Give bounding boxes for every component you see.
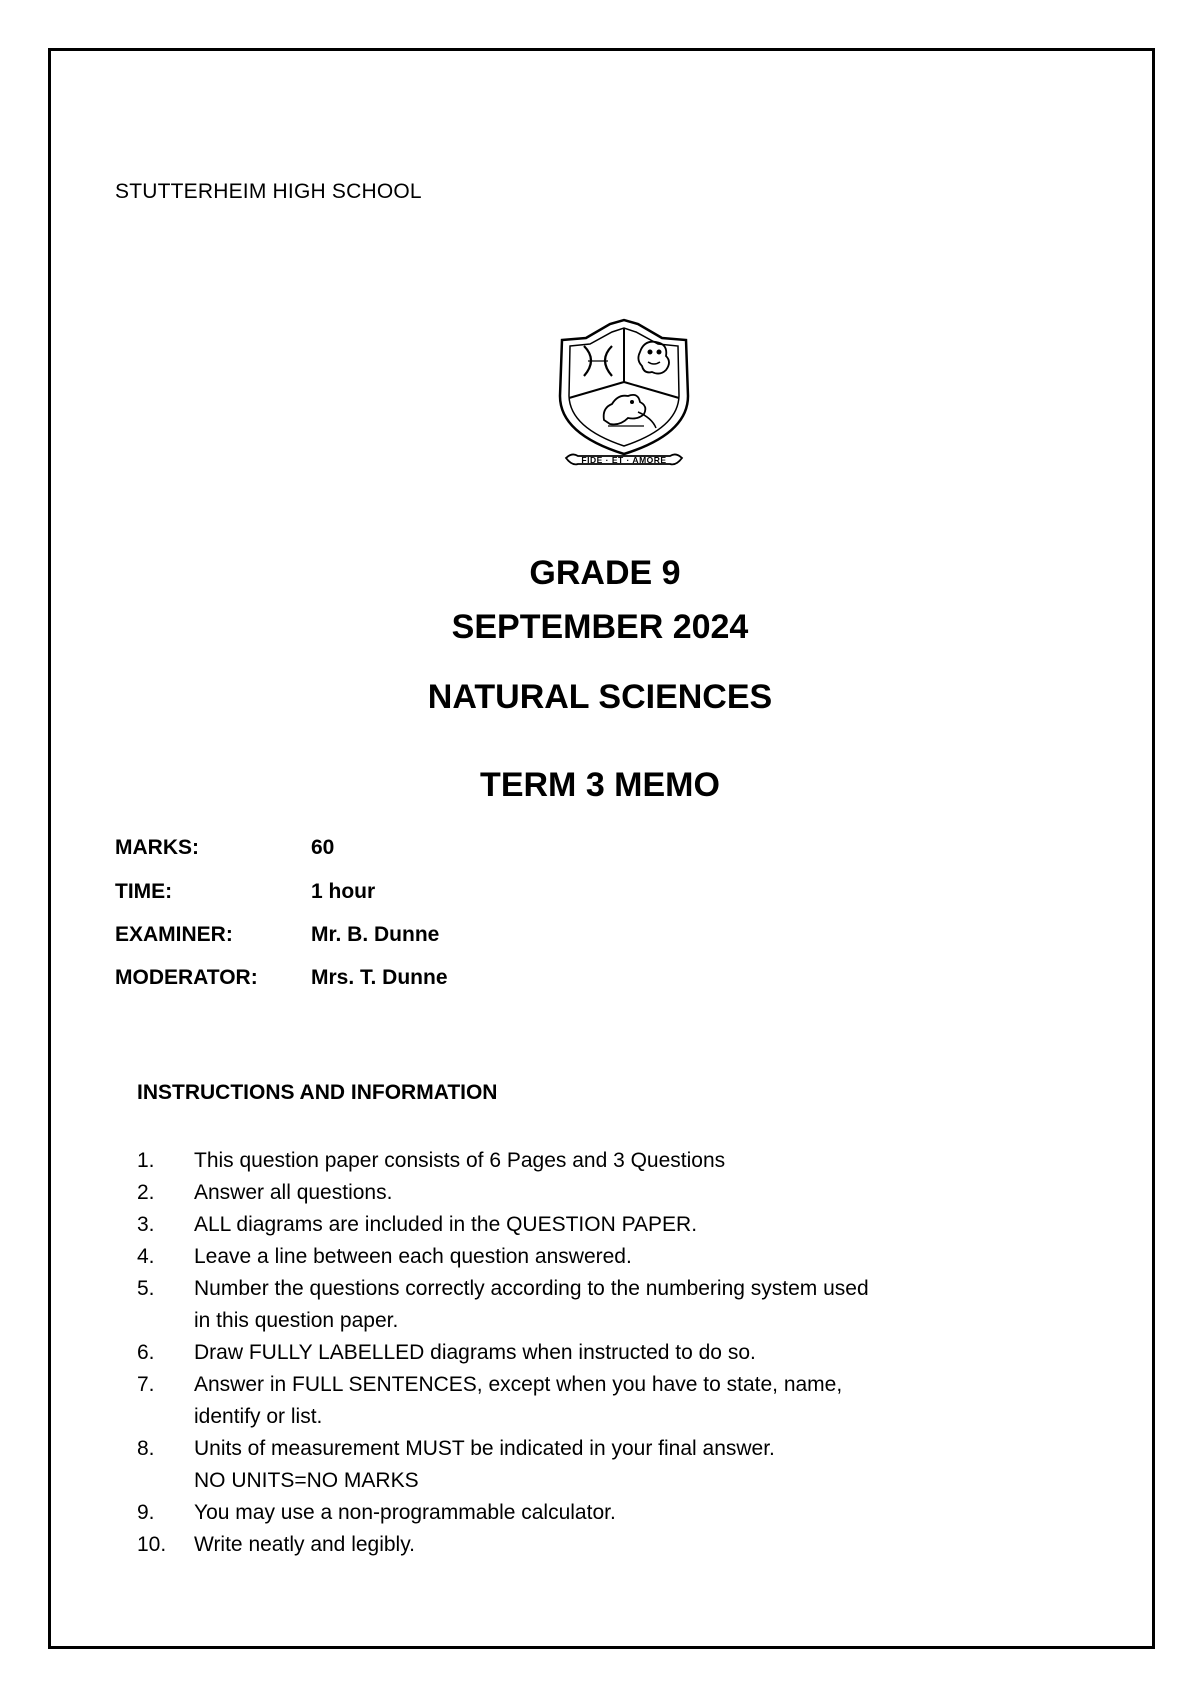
instruction-item: [137, 1369, 997, 1433]
instruction-text: [194, 1145, 997, 1177]
instruction-item: [137, 1433, 997, 1497]
instruction-line: Answer all questions.: [194, 1181, 393, 1204]
exam-date-heading: SEPTEMBER 2024: [451, 608, 749, 646]
instruction-number: 2.: [137, 1181, 155, 1204]
info-value: Mr. B. Dunne: [311, 923, 440, 946]
instruction-item: [137, 1177, 997, 1209]
instruction-line: You may use a non-programmable calculator.: [194, 1501, 616, 1524]
instruction-line: in this question paper.: [194, 1309, 399, 1332]
instruction-text: [194, 1337, 997, 1369]
instruction-number: 7.: [137, 1373, 155, 1396]
instruction-line: Units of measurement MUST be indicated in your final answer.: [194, 1437, 775, 1460]
instruction-item: [137, 1209, 997, 1241]
instruction-text: [194, 1369, 997, 1433]
grade-heading: GRADE 9: [529, 554, 681, 592]
instruction-number: 3.: [137, 1213, 155, 1236]
info-row-examiner: [115, 922, 439, 948]
instruction-text: [194, 1433, 997, 1497]
paper-type-heading: TERM 3 MEMO: [480, 766, 720, 804]
instruction-text: [194, 1529, 997, 1561]
info-row-time: [115, 879, 375, 905]
school-crest: [548, 316, 700, 484]
info-label: TIME:: [115, 880, 173, 903]
svg-text:FIDE · ET · AMORE: FIDE · ET · AMORE: [581, 455, 667, 465]
info-label: MARKS:: [115, 836, 199, 859]
subject-heading: NATURAL SCIENCES: [427, 678, 773, 716]
instruction-text: [194, 1273, 997, 1337]
instruction-number: 6.: [137, 1341, 155, 1364]
instruction-line: Write neatly and legibly.: [194, 1533, 416, 1556]
instruction-item: [137, 1145, 997, 1177]
instruction-number: 5.: [137, 1277, 155, 1300]
instruction-text: [194, 1177, 997, 1209]
instruction-number: 1.: [137, 1149, 155, 1172]
instruction-line: Leave a line between each question answered.: [194, 1245, 632, 1268]
instruction-item: [137, 1497, 997, 1529]
info-value: Mrs. T. Dunne: [311, 966, 448, 989]
instruction-number: 8.: [137, 1437, 155, 1460]
instruction-line: identify or list.: [194, 1405, 323, 1428]
instruction-text: [194, 1497, 997, 1529]
instruction-line: ALL diagrams are included in the QUESTION PAPER.: [194, 1213, 698, 1236]
instruction-line: Number the questions correctly according to the numbering system used: [194, 1277, 869, 1300]
info-label: EXAMINER:: [115, 923, 233, 946]
info-label: MODERATOR:: [115, 966, 258, 989]
instructions-list: [137, 1145, 997, 1561]
info-row-moderator: [115, 965, 448, 991]
info-row-marks: [115, 835, 334, 861]
instruction-line: NO UNITS=NO MARKS: [194, 1469, 419, 1492]
instruction-number: 9.: [137, 1501, 155, 1524]
instructions-title: INSTRUCTIONS AND INFORMATION: [137, 1081, 498, 1104]
instruction-item: [137, 1337, 997, 1369]
instruction-number: 4.: [137, 1245, 155, 1268]
info-value: 60: [311, 836, 335, 859]
school-name: STUTTERHEIM HIGH SCHOOL: [115, 180, 422, 203]
instruction-text: [194, 1209, 997, 1241]
instruction-text: [194, 1241, 997, 1273]
instruction-number: 10.: [137, 1533, 167, 1556]
instruction-line: Answer in FULL SENTENCES, except when you have to state, name,: [194, 1373, 843, 1396]
instruction-item: [137, 1241, 997, 1273]
info-value: 1 hour: [311, 880, 376, 903]
instruction-item: [137, 1273, 997, 1337]
instruction-line: This question paper consists of 6 Pages and 3 Questions: [194, 1149, 726, 1172]
instruction-item: [137, 1529, 997, 1561]
instruction-line: Draw FULLY LABELLED diagrams when instructed to do so.: [194, 1341, 756, 1364]
